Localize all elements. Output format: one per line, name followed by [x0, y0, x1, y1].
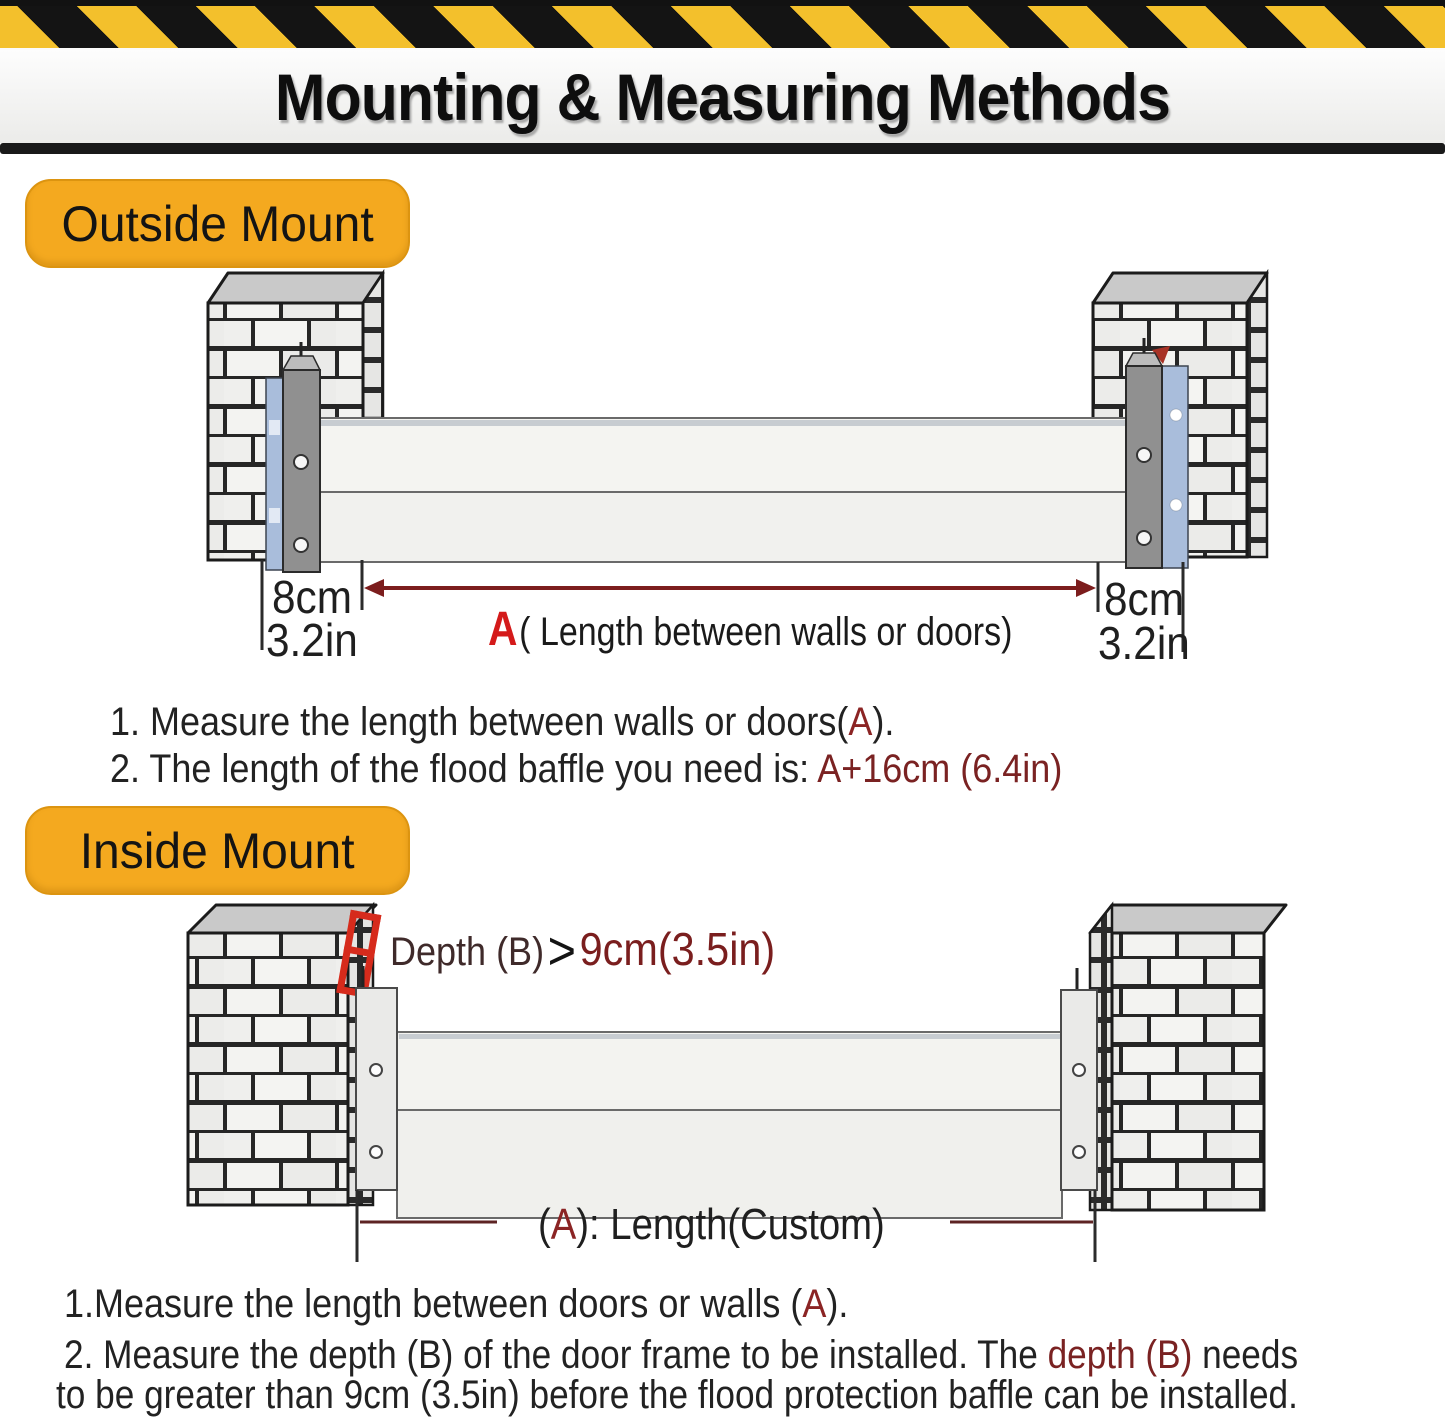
outside-mount-badge: [25, 179, 410, 268]
page-title: Mounting & Measuring Methods: [274, 59, 1171, 134]
right-brick-pillar: [1090, 905, 1286, 1210]
outside-left-dim-cm: 8cm: [272, 571, 352, 623]
right-mounting-bracket: [1126, 338, 1188, 568]
outside-right-dim-cm: 8cm: [1104, 573, 1184, 625]
outside-length-label: [488, 602, 1012, 657]
inside-length-label: (A): Length(Custom): [538, 1200, 885, 1249]
depth-b-highlight: depth (B): [1047, 1333, 1193, 1377]
length-arrow: [364, 579, 1096, 597]
title-underline-bar: [0, 143, 1445, 154]
inside-mount-badge: [25, 806, 410, 895]
length-label-a: A: [488, 603, 518, 656]
outside-left-dim-in: 3.2in: [266, 614, 358, 666]
outside-step-2: 2. The length of the flood baffle you need is: A+16cm (6.4in): [110, 747, 1063, 791]
flood-barrier: [318, 418, 1135, 562]
outside-step-1: 1. Measure the length between walls or doors(A).: [110, 700, 895, 744]
right-mounting-plate: [1061, 968, 1097, 1190]
length-label-text: ( Length between walls or doors): [519, 610, 1013, 654]
depth-value: 9cm(3.5in): [579, 923, 776, 975]
depth-requirement-label: Depth (B)>9cm(3.5in): [390, 921, 776, 981]
outside-mount-badge-label: Outside Mount: [61, 195, 374, 252]
inside-step-1: 1.Measure the length between doors or walls (A).: [64, 1282, 849, 1326]
inside-step-2-line1: 2. Measure the depth (B) of the door frame to be installed. The depth (B) needs: [64, 1333, 1299, 1377]
inside-step-2-line2: to be greater than 9cm (3.5in) before the flood protection baffle can be installed.: [56, 1373, 1298, 1417]
greater-than-sign: >: [547, 921, 577, 981]
flood-barrier: [397, 1032, 1062, 1218]
title-band: [0, 50, 1445, 143]
baffle-length-formula: A+16cm (6.4in): [817, 747, 1063, 791]
inside-mount-badge-label: Inside Mount: [80, 822, 355, 879]
caution-tape-band: [0, 6, 1445, 50]
left-mounting-plate: [356, 966, 397, 1190]
outside-right-dim-in: 3.2in: [1098, 617, 1190, 669]
